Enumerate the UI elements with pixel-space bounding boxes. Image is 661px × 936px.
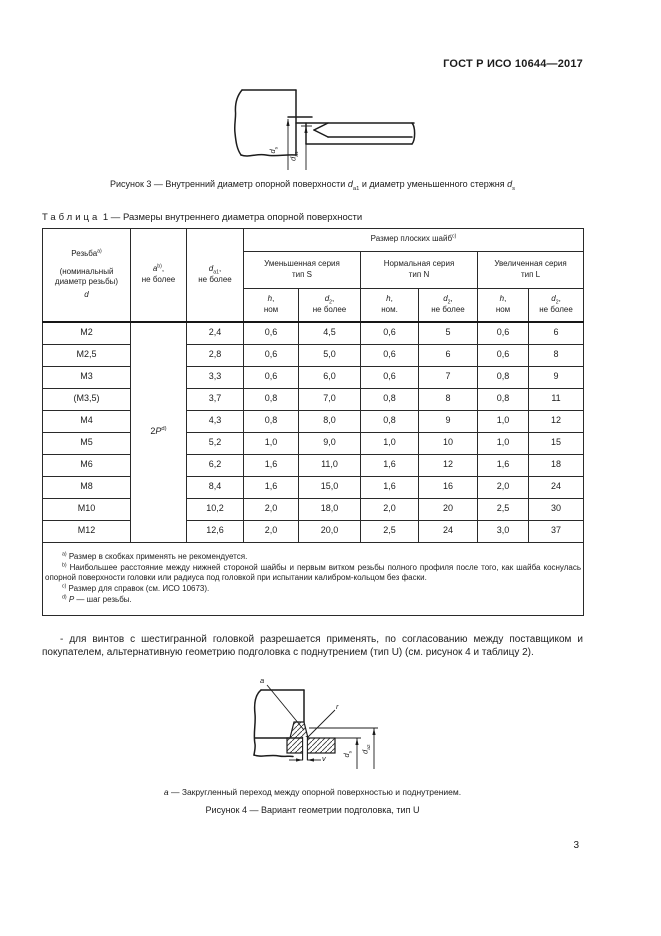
page-number: 3 <box>573 840 579 851</box>
table-row <box>43 322 584 345</box>
cell-thread: М2 <box>43 322 131 345</box>
cell-value: 5,0 <box>299 344 361 366</box>
series-l-line2: тип L <box>520 269 541 279</box>
cell-value: 37 <box>529 520 584 542</box>
table-footnotes-row <box>43 542 584 615</box>
subcol-h-l-l2: ном <box>495 304 511 314</box>
cell-da1: 2,4 <box>187 322 244 345</box>
cell-da1: 10,2 <box>187 498 244 520</box>
subcol-d2-l-l2: не более <box>539 304 573 314</box>
subcol-h-l-l1: h, <box>499 294 507 304</box>
cell-value: 1,0 <box>478 432 529 454</box>
cell-value: 2,0 <box>361 498 419 520</box>
cell-value: 1,6 <box>361 476 419 498</box>
cell-value: 15,0 <box>299 476 361 498</box>
cell-value: 2,0 <box>244 520 299 542</box>
subcol-h-n-l1: h, <box>386 294 393 304</box>
cell-value: 0,6 <box>361 322 419 345</box>
table-footnotes-cell <box>43 542 584 615</box>
cell-value: 2,0 <box>244 498 299 520</box>
cell-value: 0,8 <box>244 388 299 410</box>
cell-value: 15 <box>529 432 584 454</box>
cell-thread: М10 <box>43 498 131 520</box>
subcol-d2-n <box>419 288 478 322</box>
table-row <box>43 366 584 388</box>
figure4-label-v: v <box>322 753 326 763</box>
cell-value: 1,0 <box>244 432 299 454</box>
cell-value: 1,6 <box>478 454 529 476</box>
figure4-note: а — Закругленный переход между опорной поверхностью и поднутрением. <box>163 786 462 797</box>
col-header-da1-line2: не более <box>198 274 232 284</box>
figure3-dim-label-ds: $d_s$ <box>267 146 280 154</box>
subcol-d2-n-l1: $d_2$, <box>443 294 453 306</box>
footnote-b: $^{b)}$ Наибольшее расстояние между нижней стороной шайбы и первым витком резьбы полного профиля после того, как шайба коснулась опорной поверхности головки или радиуса под головкой при испытании калибром-кольцом без фаски. <box>45 561 582 583</box>
col-header-a-line2: не более <box>141 274 176 284</box>
figure4-label-r: r <box>336 701 339 711</box>
subcol-h-l <box>478 288 529 322</box>
col-header-a-line1: $a^{b)}$, <box>152 263 165 274</box>
col-header-series-s <box>244 251 361 288</box>
table1-caption: Таблица 1 — Размеры внутреннего диаметра опорной поверхности <box>42 211 363 223</box>
cell-value: 11 <box>529 388 584 410</box>
subcol-h-s-l1: h, <box>267 294 275 304</box>
table-row <box>43 388 584 410</box>
col-header-washer-group: Размер плоских шайб$^{c)}$ <box>244 228 584 251</box>
col-header-da1-line1: $d_{a1}$, <box>208 264 222 276</box>
figure4-caption: Рисунок 4 — Вариант геометрии подголовка, тип U <box>205 804 420 815</box>
subcol-d2-l-l1: $d_2$, <box>551 294 561 306</box>
col-header-thread-line1: Резьба$^{a)}$ <box>71 248 102 259</box>
cell-value: 0,6 <box>244 344 299 366</box>
cell-value: 18 <box>529 454 584 476</box>
cell-thread: М4 <box>43 410 131 432</box>
cell-value: 0,6 <box>478 322 529 345</box>
col-header-series-l <box>478 251 584 288</box>
table-row <box>43 520 584 542</box>
col-header-a-max <box>131 228 187 322</box>
cell-value: 0,8 <box>244 410 299 432</box>
cell-thread: (М3,5) <box>43 388 131 410</box>
cell-value: 20 <box>419 498 478 520</box>
cell-value: 6 <box>419 344 478 366</box>
subcol-d2-l <box>529 288 584 322</box>
subcol-d2-n-l2: не более <box>431 304 465 314</box>
cell-da1: 3,3 <box>187 366 244 388</box>
cell-value: 9 <box>419 410 478 432</box>
series-s-line1: Уменьшенная серия <box>264 259 340 269</box>
subcol-d2-s-l2: не более <box>312 304 347 314</box>
col-header-series-n <box>361 251 478 288</box>
subcol-h-s-l2: ном <box>263 304 279 314</box>
col-header-thread-line2: (номинальный диаметр резьбы) <box>54 266 119 287</box>
cell-value: 0,8 <box>478 366 529 388</box>
cell-thread: М8 <box>43 476 131 498</box>
subcol-h-n-l2: ном. <box>381 304 398 314</box>
figure3-dim-label-da1: $d_{a1}$ <box>288 151 300 162</box>
figure3 <box>228 84 438 176</box>
cell-thread: М5 <box>43 432 131 454</box>
cell-value: 10 <box>419 432 478 454</box>
table-row <box>43 476 584 498</box>
cell-value: 7 <box>419 366 478 388</box>
figure4-dim-label-ds: $d_s$ <box>342 750 354 758</box>
figure3-caption: Рисунок 3 — Внутренний диаметр опорной поверхности $d_{a1}$ и диаметр уменьшенного стержня $d_s$ <box>109 179 516 192</box>
cell-value: 18,0 <box>299 498 361 520</box>
col-header-thread <box>43 228 131 322</box>
table1 <box>42 228 584 616</box>
cell-value: 11,0 <box>299 454 361 476</box>
cell-value: 1,0 <box>361 432 419 454</box>
cell-value: 3,0 <box>478 520 529 542</box>
cell-da1: 6,2 <box>187 454 244 476</box>
cell-value: 24 <box>419 520 478 542</box>
cell-value: 5 <box>419 322 478 345</box>
series-n-line2: тип N <box>408 269 430 279</box>
body-paragraph: - для винтов с шестигранной головкой разрешается применять, по согласованию между поставщиком и покупателем, альтернативную геометрию подголовка с поднутрением (тип U) (см. рисунок 4 и таблицу 2). <box>42 633 583 659</box>
col-header-thread-line3: d <box>84 289 89 299</box>
cell-value: 8 <box>529 344 584 366</box>
cell-value: 1,6 <box>244 476 299 498</box>
series-s-line2: тип S <box>291 269 313 279</box>
footnote-a: $^{a)}$ Размер в скобках применять не рекомендуется. <box>62 551 248 561</box>
cell-value: 20,0 <box>299 520 361 542</box>
table-row <box>43 454 584 476</box>
cell-pitch-merged: $2P^{d)}$ <box>131 322 187 543</box>
cell-da1: 2,8 <box>187 344 244 366</box>
figure4-drawing <box>227 676 442 778</box>
cell-value: 1,6 <box>244 454 299 476</box>
cell-value: 1,0 <box>478 410 529 432</box>
figure4 <box>227 676 442 778</box>
cell-da1: 5,2 <box>187 432 244 454</box>
cell-da1: 12,6 <box>187 520 244 542</box>
cell-value: 0,6 <box>244 366 299 388</box>
col-header-da1-max <box>187 228 244 322</box>
subcol-h-n <box>361 288 419 322</box>
subcol-h-s <box>244 288 299 322</box>
table1-head <box>43 228 584 322</box>
footnote-c: $^{c)}$ Размер для справок (см. ИСО 10673). <box>62 583 210 594</box>
cell-value: 8 <box>419 388 478 410</box>
cell-value: 0,6 <box>478 344 529 366</box>
series-l-line1: Увеличенная серия <box>494 259 567 269</box>
footnote-d: $^{d)}$ P — шаг резьбы. <box>62 594 132 604</box>
cell-value: 16 <box>419 476 478 498</box>
cell-da1: 3,7 <box>187 388 244 410</box>
subcol-d2-s <box>299 288 361 322</box>
table-row <box>43 344 584 366</box>
series-n-line1: Нормальная серия <box>383 259 455 269</box>
subcol-d2-s-l1: $d_2$, <box>324 294 335 306</box>
cell-thread: М2,5 <box>43 344 131 366</box>
cell-value: 30 <box>529 498 584 520</box>
cell-da1: 8,4 <box>187 476 244 498</box>
cell-value: 0,6 <box>244 322 299 345</box>
cell-value: 24 <box>529 476 584 498</box>
table1-body <box>43 322 584 616</box>
cell-value: 0,6 <box>361 344 419 366</box>
cell-value: 1,6 <box>361 454 419 476</box>
table-row <box>43 432 584 454</box>
cell-value: 0,8 <box>361 388 419 410</box>
figure3-drawing <box>228 84 438 176</box>
cell-value: 4,5 <box>299 322 361 345</box>
table-row <box>43 410 584 432</box>
cell-value: 9 <box>529 366 584 388</box>
table-row <box>43 498 584 520</box>
cell-value: 9,0 <box>299 432 361 454</box>
cell-value: 6 <box>529 322 584 345</box>
cell-value: 0,8 <box>361 410 419 432</box>
cell-value: 0,6 <box>361 366 419 388</box>
cell-da1: 4,3 <box>187 410 244 432</box>
cell-value: 7,0 <box>299 388 361 410</box>
standard-number-header: ГОСТ Р ИСО 10644—2017 <box>443 58 583 70</box>
figure4-dim-label-da2: $d_{a2}$ <box>360 744 373 754</box>
cell-thread: М12 <box>43 520 131 542</box>
cell-value: 12 <box>529 410 584 432</box>
cell-value: 2,5 <box>361 520 419 542</box>
cell-thread: М6 <box>43 454 131 476</box>
cell-value: 0,8 <box>478 388 529 410</box>
cell-thread: М3 <box>43 366 131 388</box>
figure4-label-a: a <box>260 675 265 685</box>
cell-value: 12 <box>419 454 478 476</box>
cell-value: 8,0 <box>299 410 361 432</box>
cell-value: 2,5 <box>478 498 529 520</box>
page-content <box>42 0 583 851</box>
cell-value: 2,0 <box>478 476 529 498</box>
cell-value: 6,0 <box>299 366 361 388</box>
